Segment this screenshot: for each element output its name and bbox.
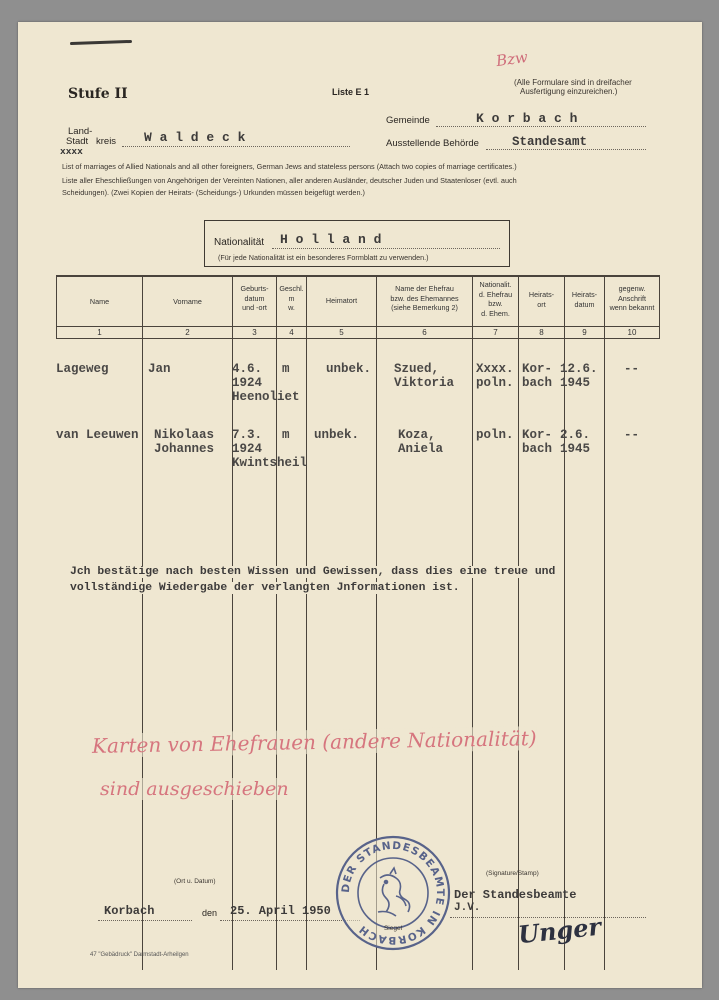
nationality-value: H o l l a n d: [280, 232, 382, 247]
col-header-ehepartner: Name der Ehefrau bzw. des Ehemannes (siehe Bemerkung 2): [390, 284, 459, 313]
district-value: W a l d e c k: [144, 130, 246, 145]
signature: Unger: [516, 911, 603, 950]
table-header-border: [56, 326, 660, 327]
col-header-vorname: Vorname: [173, 297, 202, 306]
issuing-authority-label: Ausstellende Behörde: [386, 138, 479, 149]
form-sheet: [18, 22, 702, 988]
col-header-anschrift: gegenw. Anschrift wenn bekannt: [609, 284, 655, 313]
certification-line-1: Jch bestätige nach besten Wissen und Gewissen, dass dies eine treue und: [70, 566, 556, 578]
place-date-caption: (Ort u. Datum): [174, 878, 216, 885]
footer-den: den: [202, 908, 218, 918]
col-header-name: Name: [89, 297, 110, 306]
issuing-authority-dotted-line: [486, 149, 646, 150]
stage-title: Stufe II: [68, 86, 128, 102]
place-dotted-line: [98, 920, 192, 921]
footer-date: 25. April 1950: [230, 904, 331, 918]
table-number-border: [56, 338, 660, 339]
nationality-note: (Für jede Nationalität ist ein besonderes Formblatt zu verwenden.): [218, 253, 429, 262]
table-row-1-geburt: 4.6. 1924 Heenoliet: [232, 362, 300, 404]
col-number: 1: [97, 328, 102, 337]
col-number: 8: [539, 328, 544, 337]
district-prefix-struck: xxxx: [60, 146, 83, 157]
description-german-1: Liste aller Eheschließungen von Angehörigen der Vereinten Nationen, aller anderen Ausländer, deutscher Juden und Staatenloser (evtl. auch: [62, 176, 517, 185]
col-divider: [472, 276, 473, 970]
signature-caption: (Signature/Stamp): [486, 870, 539, 877]
col-number: 10: [627, 328, 637, 337]
col-divider: [306, 276, 307, 970]
col-number: 7: [493, 328, 498, 337]
col-header-geburt: Geburts- datum und -ort: [240, 284, 269, 313]
nationality-dotted-line: [272, 248, 500, 249]
instruction-note-1: (Alle Formulare sind in dreifacher: [514, 78, 632, 87]
col-number: 6: [422, 328, 427, 337]
col-header-heiratsdatum: Heirats- datum: [571, 290, 598, 309]
stamp-ring-text: DER STANDESBEAMTE IN KORBACH: [339, 839, 447, 947]
col-header-heimatort: Heimatort: [325, 296, 358, 305]
table-row-1-name: Lageweg: [56, 362, 109, 376]
instruction-note-2: Ausfertigung einzureichen.): [520, 87, 618, 96]
pencil-mark: Bzw: [494, 47, 529, 71]
table-row-2-anschrift: --: [624, 428, 640, 442]
table-row-1-ehepartner: Szued, Viktoria: [394, 362, 455, 390]
col-header-heiratsort: Heirats- ort: [528, 290, 555, 309]
col-header-nationalitaet: Nationalit. d. Ehefrau bzw. d. Ehem.: [478, 280, 513, 319]
handwritten-note-line-1: Karten von Ehefrauen (andere Nationalität): [91, 726, 537, 758]
district-prefix-land: Land-: [68, 126, 93, 137]
col-divider: [604, 276, 605, 970]
col-divider: [518, 276, 519, 970]
col-number: 4: [289, 328, 294, 337]
table-row-2-vorname: Nikolaas Johannes: [154, 428, 215, 456]
footer-place: Korbach: [104, 904, 155, 918]
col-divider: [142, 276, 143, 970]
table-row-2-geburt: 7.3. 1924 Kwintsheil: [232, 428, 308, 470]
col-number: 3: [252, 328, 257, 337]
col-header-geschlecht: Geschl. m w.: [279, 284, 304, 313]
col-number: 9: [582, 328, 587, 337]
certification-line-2: vollständige Wiedergabe der verlangten Jnformationen ist.: [70, 582, 460, 594]
municipality-dotted-line: [436, 126, 646, 127]
table-right-border: [659, 276, 660, 338]
table-row-2-heiratsdatum: 2.6. 1945: [560, 428, 591, 456]
printer-imprint: 47 "Gebädruck" Darmstadt-Arheilgen: [90, 952, 189, 958]
handwritten-note-line-2: sind ausgeschieben: [100, 778, 289, 800]
table-row-2-geschlecht: m: [282, 428, 290, 442]
district-suffix: kreis: [96, 136, 117, 147]
description-german-2: Scheidungen). (Zwei Kopien der Heirats- (Scheidungs-) Urkunden müssen beigefügt werden.): [62, 188, 365, 197]
table-row-2-nationalitaet: poln.: [476, 428, 514, 442]
table-row-2-name: van Leeuwen: [56, 428, 139, 442]
col-number: 2: [185, 328, 190, 337]
district-prefix-stadt: Stadt: [66, 136, 89, 147]
stamp-seal-icon: [334, 834, 452, 952]
description-english: List of marriages of Allied Nationals and all other foreigners, German Jews and stateless persons (Attach two copies of marriage certificates.): [62, 162, 517, 171]
table-row-1-heiratsdatum: 12.6. 1945: [560, 362, 598, 390]
table-row-1-geschlecht: m: [282, 362, 290, 376]
issuing-authority-value: Standesamt: [512, 135, 588, 149]
municipality-label: Gemeinde: [386, 115, 430, 126]
table-top-border: [56, 275, 660, 277]
table-row-2-ehepartner: Koza, Aniela: [398, 428, 444, 456]
municipality-value: K o r b a c h: [476, 111, 578, 126]
list-id: Liste E 1: [332, 87, 370, 97]
table-row-1-anschrift: --: [624, 362, 640, 376]
table-row-1-vorname: Jan: [148, 362, 171, 376]
official-stamp: [334, 834, 452, 952]
stamp-center-label: Siegel: [383, 925, 403, 932]
table-row-1-heimatort: unbek.: [326, 362, 372, 376]
table-row-2-heimatort: unbek.: [314, 428, 360, 442]
table-row-1-nationalitaet: Xxxx. poln.: [476, 362, 514, 390]
table-row-2-heiratsort: Kor- bach: [522, 428, 553, 456]
ink-smudge: [70, 40, 132, 45]
official-title: Der Standesbeamte: [454, 888, 577, 902]
col-number: 5: [339, 328, 344, 337]
district-dotted-line: [122, 146, 350, 147]
official-sub: J.V.: [454, 902, 481, 914]
table-row-1-heiratsort: Kor- bach: [522, 362, 553, 390]
nationality-label: Nationalität: [214, 237, 265, 248]
